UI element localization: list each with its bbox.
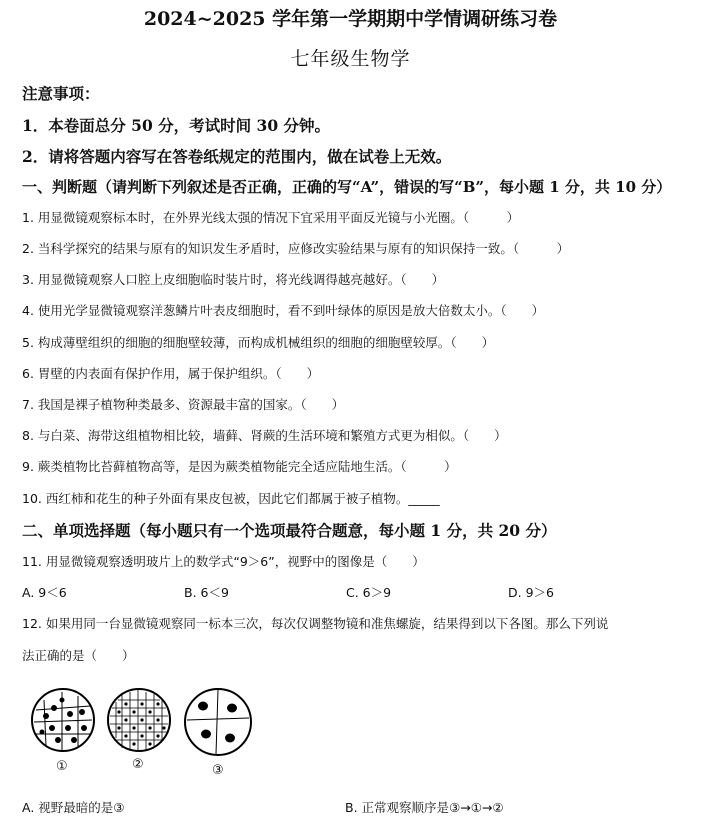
view-2 bbox=[108, 689, 170, 751]
question-4: 4. 使用光学显微镜观察洋葱鳞片叶表皮细胞时，看不到叶绿体的原因是放大倍数太小。（ ） bbox=[22, 303, 545, 318]
question-5: 5. 构成薄壁组织的细胞的细胞壁较薄，而构成机械组织的细胞的细胞壁较厚。（ ） bbox=[22, 335, 495, 350]
question-9: 9. 蕨类植物比苔藓植物高等，是因为蕨类植物能完全适应陆地生活。（ ） bbox=[22, 459, 457, 474]
question-8: 8. 与白菜、海带这组植物相比较，墙藓、肾蕨的生活环境和繁殖方式更为相似。（ ） bbox=[22, 428, 507, 443]
exam-title: 2024~2025 学年第一学期期中学情调研练习卷 bbox=[143, 8, 558, 30]
question-7: 7. 我国是裸子植物种类最多、资源最丰富的国家。（ ） bbox=[22, 397, 345, 412]
question-12-options bbox=[22, 798, 504, 816]
view-1 bbox=[32, 689, 94, 751]
note-item-1: 1．本卷面总分 50 分，考试时间 30 分钟。 bbox=[22, 116, 331, 135]
option-b-q12: B. 正常观察顺序是③→①→② bbox=[345, 800, 504, 815]
exam-subtitle: 七年级生物学 bbox=[290, 48, 411, 70]
question-12-line2: 法正确的是（ ） bbox=[22, 648, 135, 663]
option-b: B. 6＜9 bbox=[184, 585, 229, 600]
view-3 bbox=[185, 689, 251, 755]
figure-label-2: ② bbox=[132, 757, 144, 772]
question-3: 3. 用显微镜观察人口腔上皮细胞临时装片时，将光线调得越亮越好。（ ） bbox=[22, 272, 445, 287]
question-10: 10. 西红柿和花生的种子外面有果皮包被，因此它们都属于被子植物。_____ bbox=[22, 491, 440, 506]
question-1: 1. 用显微镜观察标本时，在外界光线太强的情况下宜采用平面反光镜与小光圈。（ ） bbox=[22, 210, 520, 225]
question-12-line1: 12. 如果用同一台显微镜观察同一标本三次，每次仅调整物镜和准焦螺旋，结果得到以下各图。那么下列说 bbox=[22, 616, 609, 631]
microscope-views-figure bbox=[22, 688, 262, 783]
figure-label-3: ③ bbox=[212, 763, 224, 778]
option-a-q12: A. 视野最暗的是③ bbox=[22, 800, 125, 815]
figure-label-1: ① bbox=[56, 759, 68, 774]
notes-heading: 注意事项： bbox=[22, 84, 100, 103]
question-6: 6. 胃壁的内表面有保护作用，属于保护组织。（ ） bbox=[22, 366, 320, 381]
section1-heading: 一、判断题（请判断下列叙述是否正确，正确的写“A”，错误的写“B”，每小题 1 分，共 10 分） bbox=[22, 178, 672, 196]
section2-heading: 二、单项选择题（每小题只有一个选项最符合题意，每小题 1 分，共 20 分） bbox=[22, 521, 557, 540]
question-11: 11. 用显微镜观察透明玻片上的数学式“9＞6”，视野中的图像是（ ） bbox=[22, 554, 425, 569]
question-2: 2. 当科学探究的结果与原有的知识发生矛盾时，应修改实验结果与原有的知识保持一致。（ ） bbox=[22, 241, 570, 256]
microscope-views-svg bbox=[22, 688, 262, 758]
option-c: C. 6＞9 bbox=[346, 585, 392, 600]
option-a: A. 9＜6 bbox=[22, 585, 67, 600]
note-item-2: 2．请将答题内容写在答卷纸规定的范围内，做在试卷上无效。 bbox=[22, 147, 452, 166]
option-d: D. 9＞6 bbox=[508, 585, 554, 600]
